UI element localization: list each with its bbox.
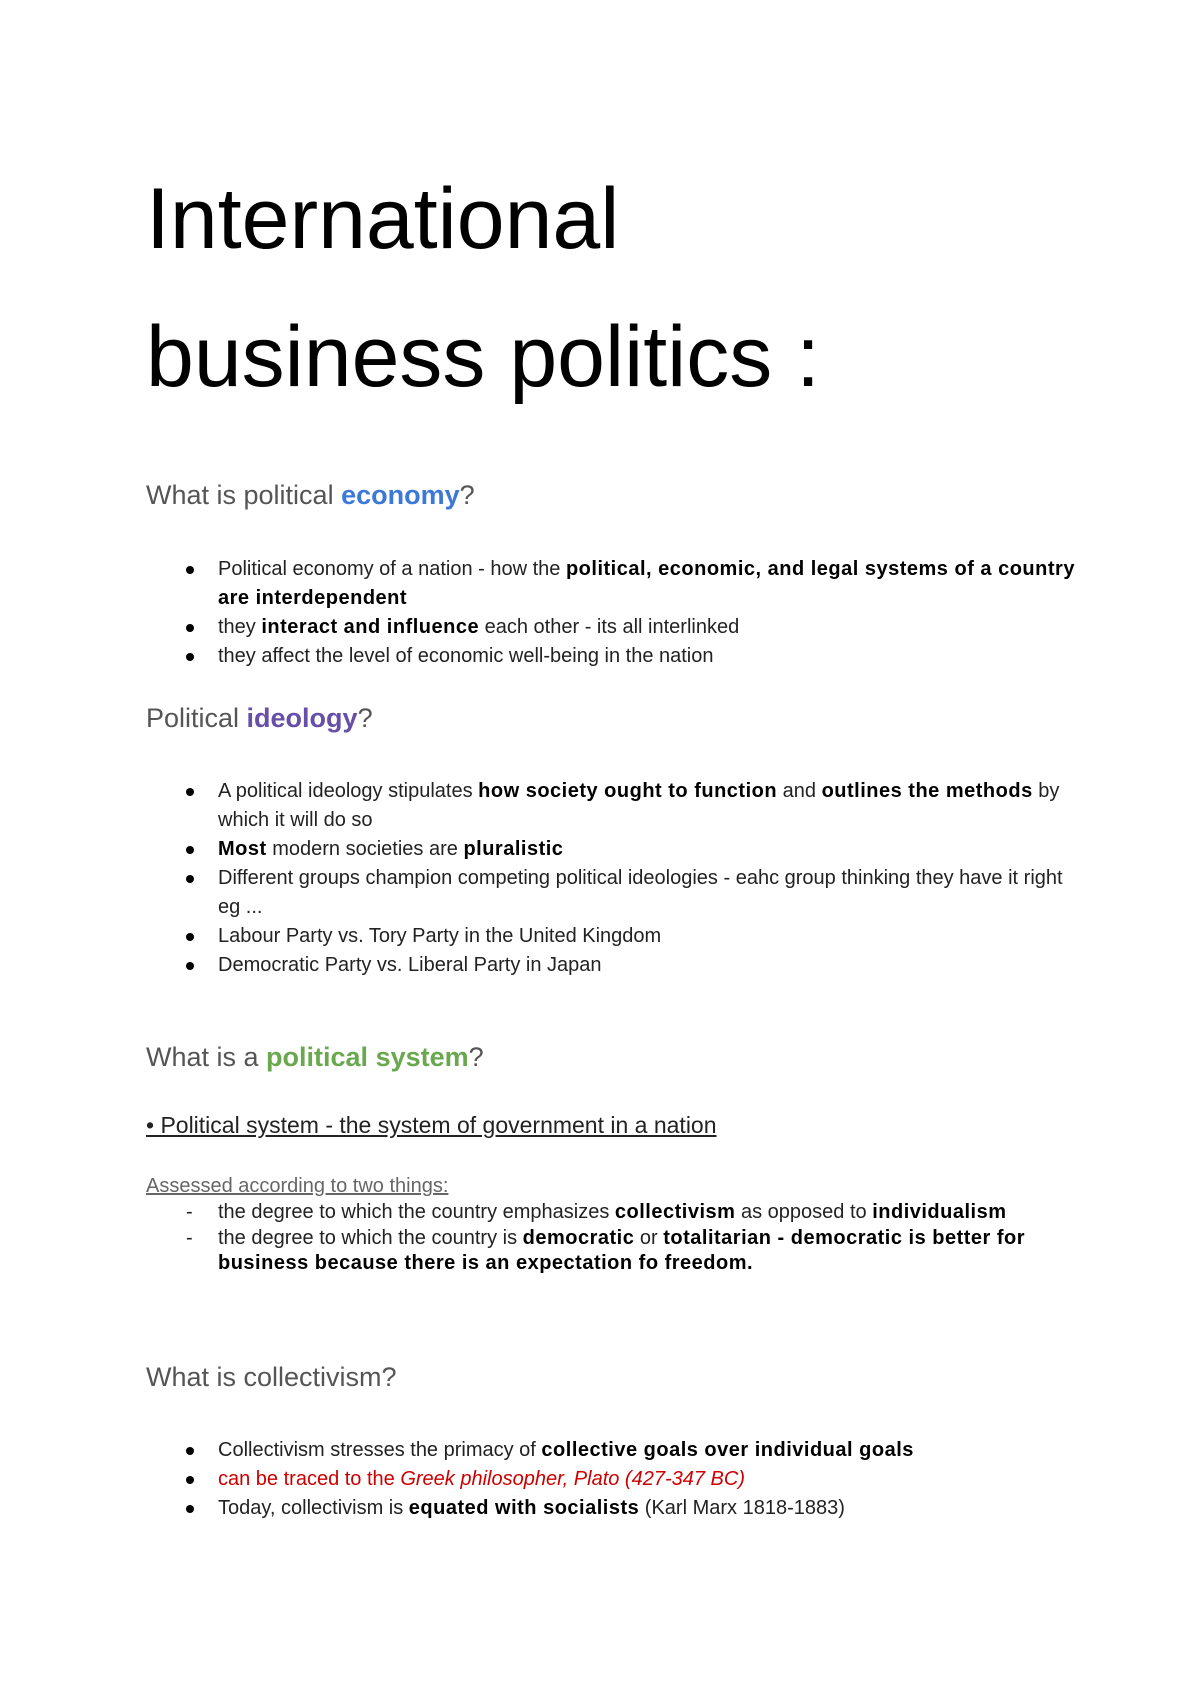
list-item: A political ideology stipulates how society ought to function and outlines the methods by which it will do so [146, 777, 1076, 835]
heading-accent-system: political system [266, 1042, 469, 1072]
bullet-icon [186, 653, 194, 661]
list-item: Political economy of a nation - how the political, economic, and legal systems of a country are interdependent [146, 555, 1076, 613]
system-list [146, 1200, 1076, 1276]
political-system-definition: • Political system - the system of government in a nation [146, 1112, 717, 1138]
dash-marker: - [186, 1201, 193, 1223]
list-item: - the degree to which the country emphasizes collectivism as opposed to individualism [186, 1201, 1007, 1223]
page-title [146, 150, 820, 426]
list-item: Today, collectivism is equated with socialists (Karl Marx 1818-1883) [146, 1494, 1076, 1523]
bullet-icon [186, 624, 194, 632]
list-item: Most modern societies are pluralistic [146, 835, 1076, 864]
heading-accent-ideology: ideology [246, 703, 358, 733]
list-item: Labour Party vs. Tory Party in the United Kingdom [146, 922, 1076, 951]
assessed-label: Assessed according to two things: [146, 1175, 449, 1197]
bullet-icon [186, 962, 194, 970]
heading-collectivism: What is collectivism? [146, 1362, 397, 1392]
heading-political-system: What is a political system? [146, 1042, 484, 1072]
bullet-icon [186, 788, 194, 796]
list-item: Democratic Party vs. Liberal Party in Japan [146, 951, 1076, 980]
list-item: can be traced to the Greek philosopher, Plato (427-347 BC) [146, 1465, 1076, 1494]
list-item: Collectivism stresses the primacy of collective goals over individual goals [146, 1436, 1076, 1465]
collectivism-list [146, 1436, 1076, 1523]
title-line-1: International [146, 171, 620, 267]
list-item: Different groups champion competing political ideologies - eahc group thinking they have it right eg ... [146, 864, 1076, 922]
title-line-2: business politics : [146, 309, 820, 405]
bullet-icon [186, 1505, 194, 1513]
heading-accent-economy: economy [341, 480, 460, 510]
dash-marker: - [186, 1227, 193, 1249]
bullet-icon [186, 1476, 194, 1484]
list-item: - the degree to which the country is democratic or totalitarian - democratic is better for business because there is an expectation fo freedom. [186, 1227, 1026, 1274]
economy-list [146, 555, 1076, 671]
ideology-list [146, 777, 1076, 980]
bullet-icon [186, 933, 194, 941]
bullet-icon [186, 566, 194, 574]
bullet-icon [186, 1447, 194, 1455]
heading-political-economy: What is political economy? [146, 480, 475, 510]
bullet-icon [186, 875, 194, 883]
heading-political-ideology: Political ideology? [146, 703, 373, 733]
list-item: they interact and influence each other - its all interlinked [146, 613, 1076, 642]
bullet-icon [186, 846, 194, 854]
list-item: they affect the level of economic well-being in the nation [146, 642, 1076, 671]
